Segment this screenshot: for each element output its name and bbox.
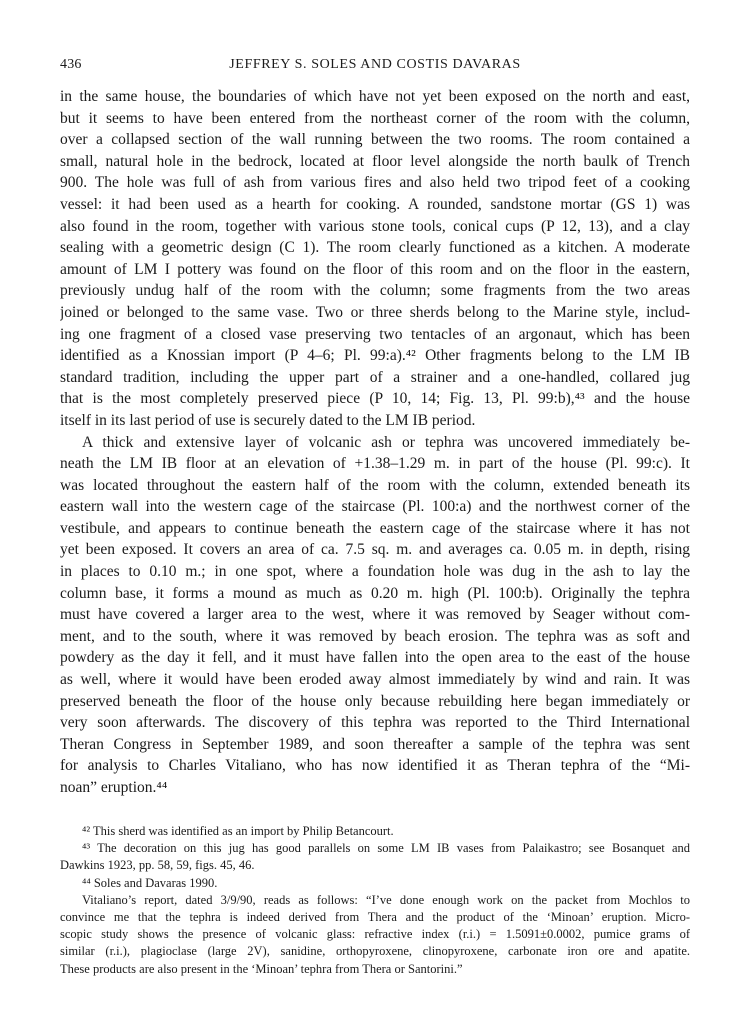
- footnote-line: similar (r.i.), plagioclase (large 2V), sanidine, orthopyroxene, clinopyroxene, carbonate iron ore and apatite.: [60, 944, 690, 959]
- body-line: A thick and extensive layer of volcanic ash or tephra was uncovered immediately be-: [82, 433, 690, 451]
- body-line: vessel: it had been used as a hearth for cooking. A rounded, sandstone mortar (GS 1) was: [60, 195, 690, 213]
- body-line: very soon afterwards. The discovery of this tephra was reported to the Third International: [60, 714, 690, 732]
- body-line: joined or belonged to the same vase. Two or three sherds belong to the Marine style, includ-: [60, 303, 690, 321]
- body-line: ing one fragment of a closed vase preserving two tentacles of an argonaut, which has been: [60, 325, 690, 343]
- body-line: eastern wall into the western cage of the staircase (Pl. 100:a) and the northwest corner of the: [60, 498, 690, 516]
- body-line: 900. The hole was full of ash from various fires and also held two tripod feet of a cooking: [60, 174, 690, 192]
- body-line: must have covered a larger area to the west, where it was removed by Seager without com-: [60, 606, 690, 624]
- body-line: vestibule, and appears to continue beneath the eastern cage of the staircase where it has not: [60, 519, 690, 537]
- body-line: noan” eruption.⁴⁴: [60, 779, 168, 796]
- footnote-line: These products are also present in the ‘Minoan’ tephra from Thera or Santorini.”: [60, 961, 463, 976]
- page-number: 436: [60, 57, 82, 72]
- body-line: neath the LM IB floor at an elevation of +1.38–1.29 m. in part of the house (Pl. 99:c). It: [60, 455, 690, 473]
- body-text: [60, 86, 690, 799]
- body-line: powdery as the day it fell, and it must have fallen into the open area to the east of the house: [60, 649, 690, 667]
- footnote-line: convince me that the tephra is indeed derived from Thera and the product of the ‘Minoan’ eruption. Micro-: [60, 909, 690, 924]
- footnote-line: Vitaliano’s report, dated 3/9/90, reads as follows: “I’ve done enough work on the packet from Mochlos to: [82, 892, 690, 907]
- footnote-line: ⁴² This sherd was identified as an import by Philip Betancourt.: [82, 824, 394, 838]
- body-line: for analysis to Charles Vitaliano, who has now identified it as Theran tephra of the “Mi-: [60, 757, 690, 775]
- footnote-line: scopic study shows the presence of volcanic glass: refractive index (r.i.) = 1.5091±0.0002, pumice grams of: [60, 927, 690, 942]
- footnote-line: ⁴³ The decoration on this jug has good parallels on some LM IB vases from Palaikastro; see Bosanquet and: [82, 841, 690, 856]
- running-head: JEFFREY S. SOLES AND COSTIS DAVARAS: [229, 57, 521, 72]
- body-line: ment, and to the south, where it was removed by beach erosion. The tephra was as soft and: [60, 627, 690, 645]
- body-line: amount of LM I pottery was found on the floor of this room and on the floor in the eastern,: [60, 260, 690, 278]
- body-line: as well, where it would have been eroded away almost immediately by wind and rain. It was: [60, 671, 690, 689]
- body-line: over a collapsed section of the wall running between the two rooms. The room contained a: [60, 131, 690, 149]
- body-line: small, natural hole in the bedrock, located at floor level alongside the north baulk of Trench: [60, 152, 690, 170]
- body-line: identified as a Knossian import (P 4–6; Pl. 99:a).⁴² Other fragments belong to the LM IB: [60, 347, 690, 365]
- body-line: sealing with a geometric design (C 1). The room clearly functioned as a kitchen. A moderate: [60, 239, 690, 257]
- body-line: preserved beneath the floor of the house only because rebuilding here began immediately or: [60, 692, 690, 710]
- body-line: in places to 0.10 m.; in one spot, where a foundation hole was dug in the ash to lay the: [60, 563, 690, 581]
- body-line: standard tradition, including the upper part of a strainer and a one-handled, collared jug: [60, 368, 690, 386]
- body-line: was located throughout the eastern half of the room with the column, extended beneath its: [60, 476, 690, 494]
- body-line: also found in the room, together with various stone tools, conical cups (P 12, 13), and a clay: [60, 217, 690, 235]
- body-line: in the same house, the boundaries of which have not yet been exposed on the north and east,: [60, 88, 690, 105]
- body-line: Theran Congress in September 1989, and soon thereafter a sample of the tephra was sent: [60, 735, 690, 753]
- body-line: but it seems to have been entered from the northeast corner of the room with the column,: [60, 109, 690, 127]
- body-line: itself in its last period of use is securely dated to the LM IB period.: [60, 411, 476, 429]
- footnote-line: ⁴⁴ Soles and Davaras 1990.: [82, 875, 218, 890]
- footnote-line: Dawkins 1923, pp. 58, 59, figs. 45, 46.: [60, 858, 255, 873]
- body-line: previously undug half of the room with the column; some fragments from the two areas: [60, 282, 690, 300]
- body-line: column base, it forms a mound as much as 0.20 m. high (Pl. 100:b). Originally the tephra: [60, 584, 690, 602]
- footnotes: [60, 823, 690, 978]
- body-line: that is the most completely preserved piece (P 10, 14; Fig. 13, Pl. 99:b),⁴³ and the house: [60, 390, 690, 408]
- body-line: yet been exposed. It covers an area of ca. 7.5 sq. m. and averages ca. 0.05 m. in depth, rising: [60, 541, 690, 559]
